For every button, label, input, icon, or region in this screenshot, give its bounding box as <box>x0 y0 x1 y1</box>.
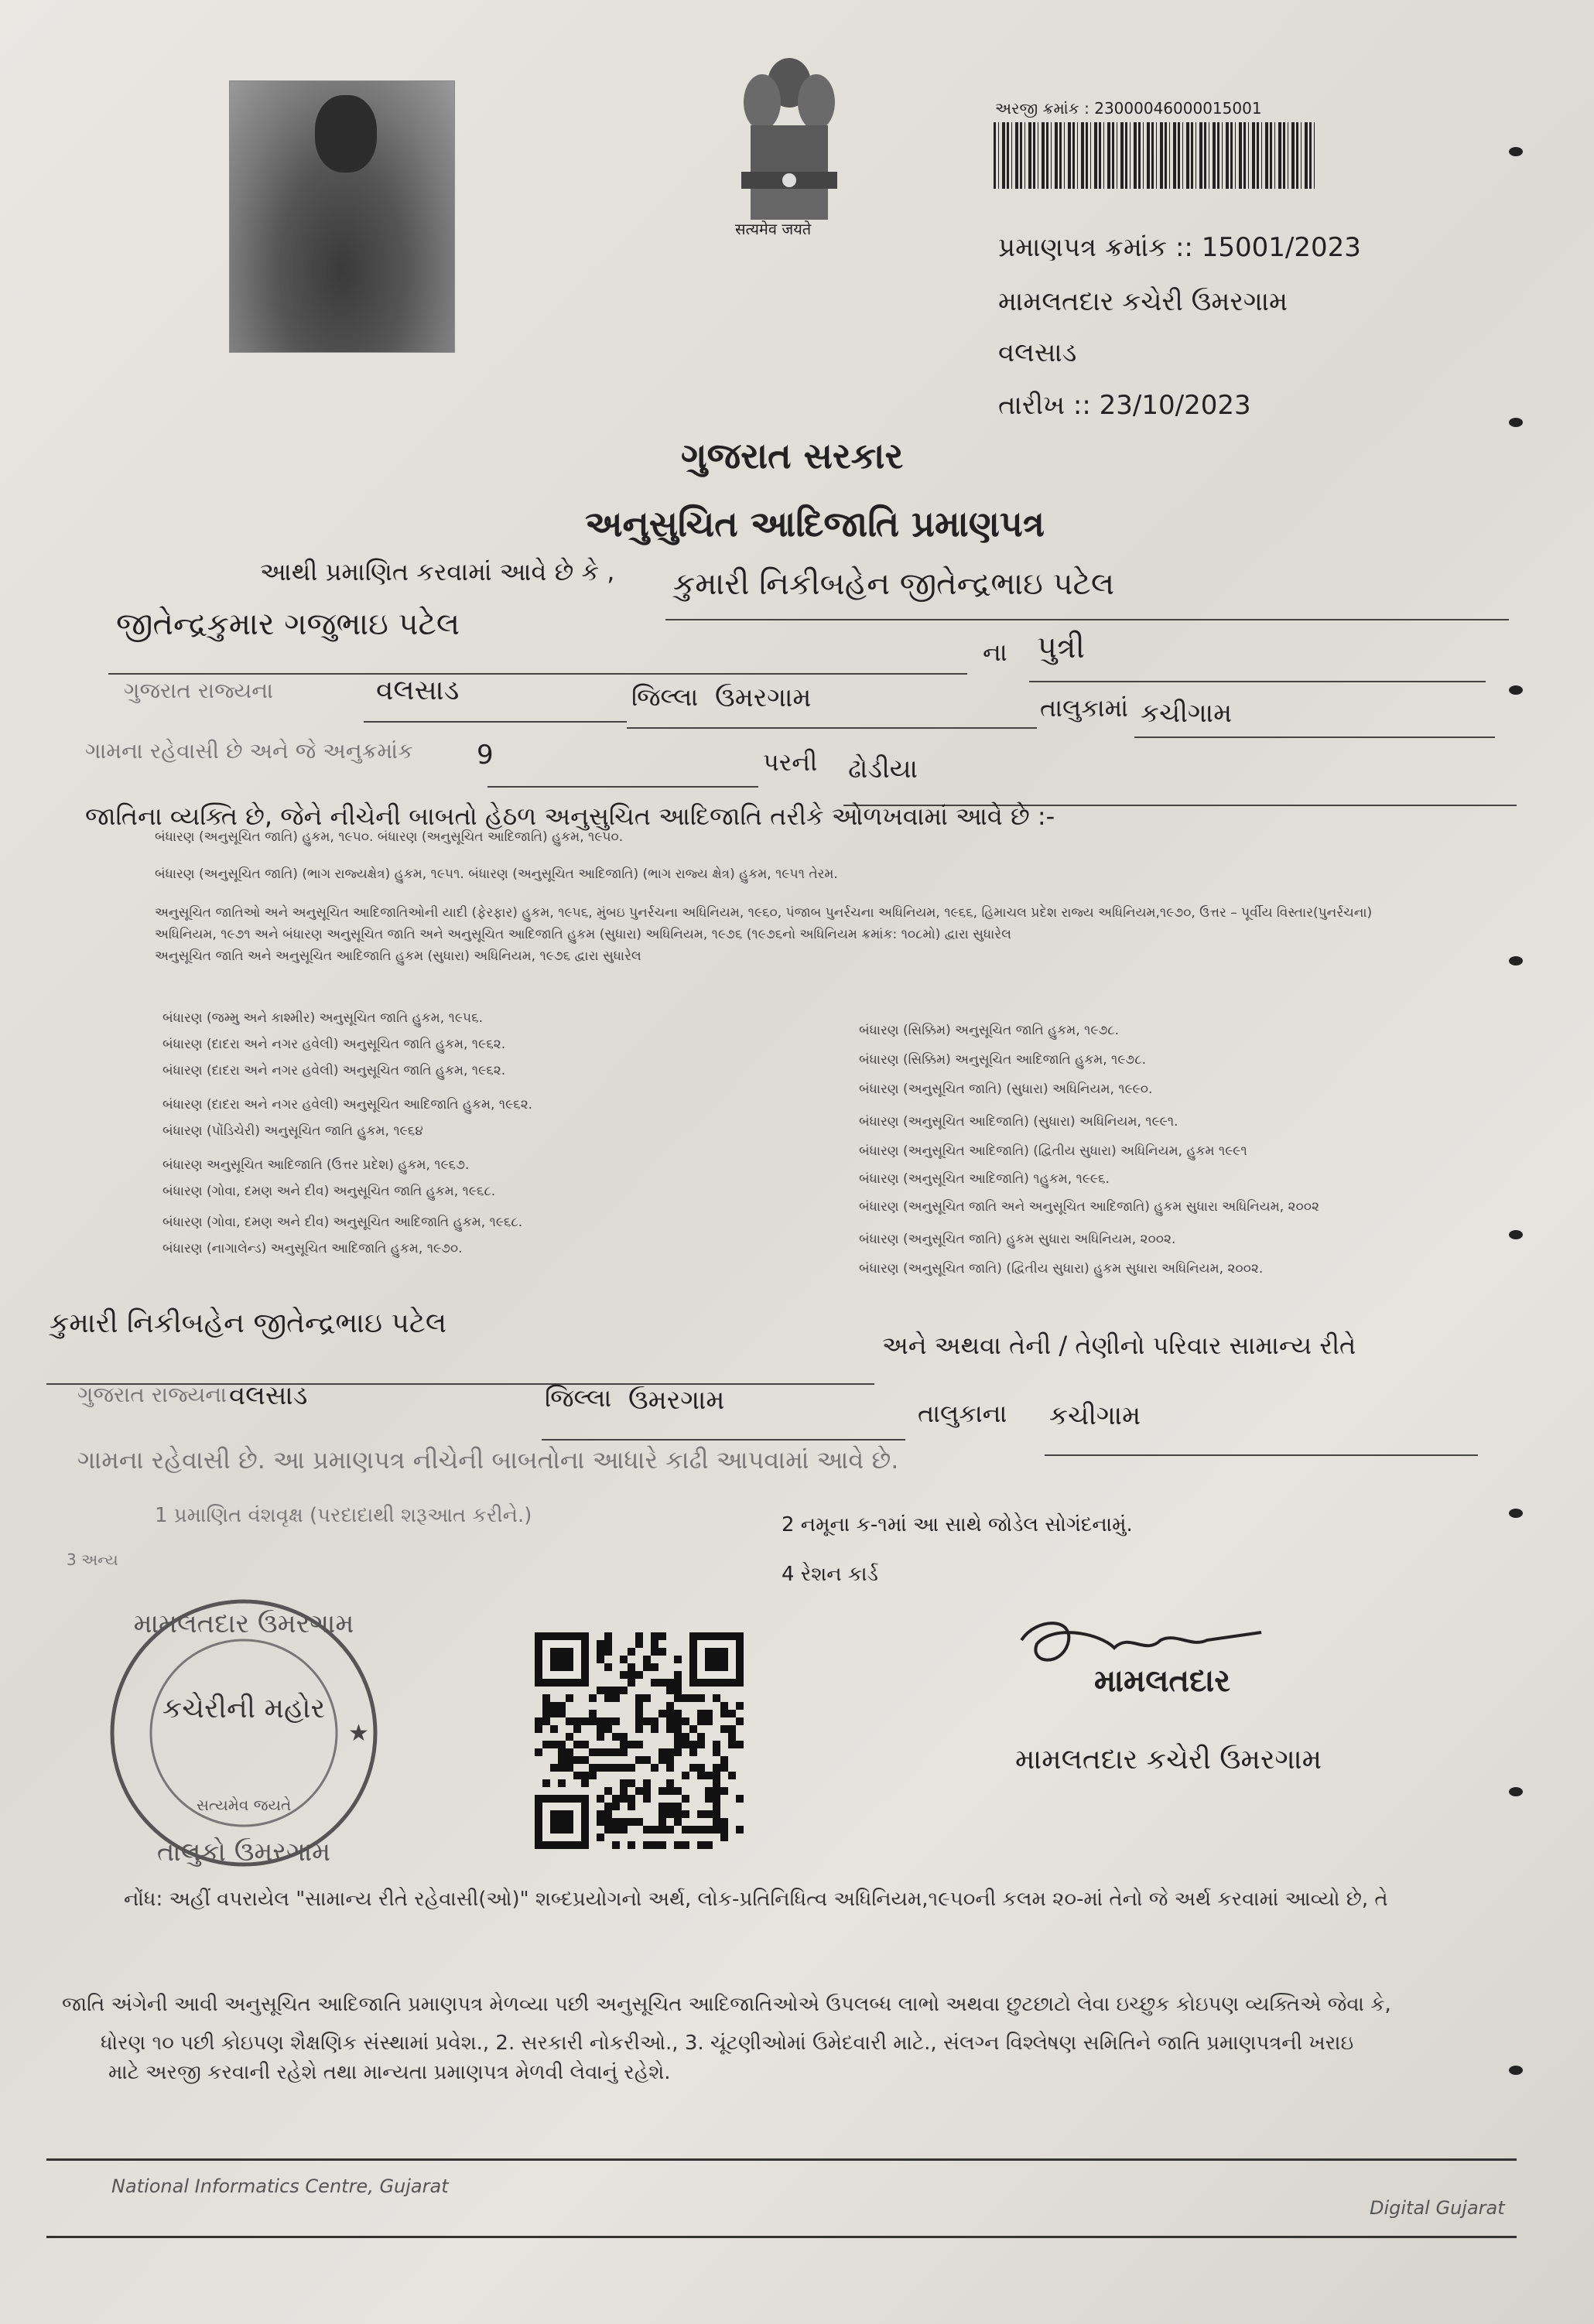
note-1: નોંધ: અહીં વપરાયેલ "સામાન્ય રીતે રહેવાસી(ઓ)" શબ્દપ્રયોગનો અર્થ, લોક-પ્રતિનિધિત્વ અધિનિયમ,૧૯૫૦ની કલમ ૨૦-માં તેનો જે અર્થ કરવામાં આવ્યો છે, તે <box>124 1888 1388 1911</box>
certificate-title: અનુસુચિત આદિજાતિ પ્રમાણપત્ર <box>585 503 1045 545</box>
par-ni-text: પરની <box>763 747 818 777</box>
binder-hole <box>1509 685 1523 695</box>
binder-hole <box>1509 147 1523 156</box>
residence-taluka-label: તાલુકાના <box>918 1399 1007 1428</box>
order-left-7: બંધારણ (ગોવા, દમણ અને દીવ) અનુસૂચિત જાતિ હુકમ, ૧૯૬૮. <box>162 1184 496 1199</box>
order-right-3: બંધારણ (અનુસૂચિત જાતિ) (સુધારા) અધિનિયમ, ૧૯૯૦. <box>859 1082 1153 1097</box>
village-line <box>1134 737 1495 738</box>
order-right-8: બંધારણ (અનુસૂચિત જાતિ) હુકમ સુધારા અધિનિયમ, ૨૦૦૨. <box>859 1232 1176 1247</box>
binder-hole <box>1509 1787 1523 1796</box>
emblem-motto: सत्यमेव जयते <box>735 220 812 238</box>
order-right-4: બંધારણ (અનુસૂચિત આદિજાતિ) (સુધારા) અધિનિયમ, ૧૯૯૧. <box>859 1114 1178 1130</box>
order-top-3: અનુસૂચિત જાતિઓ અને અનુસૂચિત આદિજાતિઓની યાદી (ફેરફાર) હુકમ, ૧૯૫૬, મુંબઇ પુનર્રચના અધિનિયમ, ૧૯૬૦, પંજાબ પુનર્રચના અધિનિયમ, ૧૯૬૬, હિમાચલ પ્રદેશ રાજ્ય અધિનિયમ,૧૯૭૦, ઉત્તર – પૂર્વીય વિસ્તાર(પુનર્રચના) <box>155 905 1373 921</box>
binder-hole <box>1509 1509 1523 1518</box>
note-2b: ધોરણ ૧૦ પછી કોઇપણ શૈક્ષણિક સંસ્થામાં પ્રવેશ., 2. સરકારી નોકરીઓ., 3. ચૂંટણીઓમાં ઉમેદવારી માટે., સંલગ્ન વિશ્લેષણ સમિતિને જાતિ પ્રમાણપત્રની ખરાઇ <box>101 2032 1354 2055</box>
residence-taluka-line <box>542 1439 905 1441</box>
order-right-2: બંધારણ (સિક્કિમ) અનુસૂચિત આદિજાતિ હુકમ, ૧૯૭૮. <box>859 1052 1146 1068</box>
father-name-line <box>108 673 967 675</box>
body-village: કચીગામ <box>1141 698 1233 729</box>
intro-text: આથી પ્રમાણિત કરવામાં આવે છે કે , <box>260 557 615 586</box>
order-right-5: બંધારણ (અનુસૂચિત આદિજાતિ) (દ્વિતીય સુધારા) અધિનિયમ, હુકમ ૧૯૯૧ <box>859 1143 1247 1159</box>
note-2c: માટે અરજી કરવાની રહેશે તથા માન્યતા પ્રમાણપત્ર મેળવી લેવાનું રહેશે. <box>108 2061 671 2084</box>
document-3: 3 અન્ય <box>67 1550 118 1569</box>
order-left-9: બંધારણ (નાગાલેન્ડ) અનુસૂચિત આદિજાતિ હુકમ, ૧૯૭૦. <box>162 1241 463 1256</box>
stamp-top-text: મામલતદાર ઉમરગામ <box>133 1608 354 1639</box>
body-taluka: ઉમરગામ <box>715 682 812 713</box>
residence-village-line <box>1045 1454 1478 1456</box>
order-left-6: બંધારણ અનુસૂચિત આદિજાતિ (ઉત્તર પ્રદેશ) હુકમ, ૧૯૬૭. <box>162 1157 470 1173</box>
signatory-designation: મામલતદાર <box>1094 1663 1230 1699</box>
header-district: વલસાડ <box>998 337 1077 368</box>
note-2a: જાતિ અંગેની આવી અનુસૂચિત આદિજાતિ પ્રમાણપત્ર મેળવ્યા પછી અનુસૂચિત આદિજાતિઓએ ઉપલબ્ધ લાભો અથવા છુટછાટો લેવા ઇચ્છુક કોઇપણ વ્યક્તિએ જેવા કે, <box>62 1993 1391 2016</box>
certificate-number: પ્રમાણપત્ર ક્રમાંક :: 15001/2023 <box>998 232 1361 263</box>
order-top-5: અનુસૂચિત જાતિ અને અનુસૂચિત આદિજાતિ હુકમ (સુધારા) અધિનિયમ, ૧૯૭૬ દ્વારા સુધારેલ <box>155 948 641 964</box>
residence-village: કચીગામ <box>1049 1400 1141 1431</box>
applicant-photo <box>229 80 455 353</box>
barcode <box>994 122 1317 189</box>
serial-line <box>487 786 758 788</box>
order-left-2: બંધારણ (દાદરા અને નગર હવેલી) અનુસૂચિત જાતિ હુકમ, ૧૯૬૨. <box>162 1037 506 1052</box>
document-1: 1 પ્રમાણિત વંશવૃક્ષ (પરદાદાથી શરૂઆત કરીને.) <box>155 1504 532 1527</box>
office-seal-stamp <box>101 1586 387 1880</box>
footer-rule-bottom <box>46 2236 1517 2238</box>
order-left-1: બંધારણ (જમ્મુ અને કાશ્મીર) અનુસૂચિત જાતિ હુકમ, ૧૯૫૬. <box>162 1010 484 1026</box>
order-right-7: બંધારણ (અનુસૂચિત જાતિ અને અનુસૂચિત આદિજાતિ) હુકમ સુધારા અધિનિયમ, ૨૦૦૨ <box>859 1199 1319 1215</box>
residence-district-label: જિલ્લા <box>545 1383 612 1413</box>
stamp-bottom-text: તાલુકો ઉમરગામ <box>156 1837 331 1868</box>
na-text: ના <box>983 637 1007 667</box>
certificate-date: તારીખ :: 23/10/2023 <box>998 390 1251 421</box>
binder-hole <box>1509 418 1523 427</box>
qr-code <box>534 1632 744 1849</box>
father-name: જીતેન્દ્રકુમાર ગજુભાઇ પટેલ <box>116 607 460 642</box>
district-label: જિલ્લા <box>631 682 699 712</box>
order-top-2: બંધારણ (અનુસૂચિત જાતિ) (ભાગ રાજ્યક્ષેત્ર) હુકમ, ૧૯૫૧. બંધારણ (અનુસૂચિત આદિજાતિ) (ભાગ રાજ્ય ક્ષેત્ર) હુકમ, ૧૯૫૧ તેરમ. <box>155 866 838 882</box>
tribe-name: ઢોડીયા <box>848 754 918 784</box>
taluka-line <box>627 727 1037 729</box>
family-text: અને અથવા તેની / તેણીનો પરિવાર સામાન્ય રીતે <box>882 1331 1356 1360</box>
national-emblem-icon <box>720 48 859 241</box>
order-right-1: બંધારણ (સિક્કિમ) અનુસૂચિત જાતિ હુકમ, ૧૯૭૮. <box>859 1023 1120 1038</box>
signatory-office: મામલતદાર કચેરી ઉમરગામ <box>1015 1744 1322 1775</box>
footer-rule <box>46 2158 1517 2161</box>
binder-hole <box>1509 2066 1523 2075</box>
document-2: 2 નમૂના ક-૧માં આ સાથે જોડેલ સોગંદનામું. <box>782 1513 1133 1536</box>
residence-name: કુમારી નિકીબહેન જીતેન્દ્રભાઇ પટેલ <box>50 1307 447 1339</box>
govt-title: ગુજરાત સરકાર <box>681 435 904 477</box>
svg-text:★: ★ <box>348 1720 369 1747</box>
district-line <box>364 721 627 723</box>
order-left-4: બંધારણ (દાદરા અને નગર હવેલી) અનુસૂચિત આદિજાતિ હુકમ, ૧૯૬૨. <box>162 1097 533 1112</box>
declaration-text: જાતિના વ્યક્તિ છે, જેને નીચેની બાબતો હેઠળ અનુસુચિત આદિજાતિ તરીકે ઓળખવામાં આવે છે :- <box>85 801 1055 831</box>
stamp-middle-text: કચેરીની મહોર <box>162 1693 326 1724</box>
serial-number: 9 <box>477 740 494 771</box>
order-top-4: અધિનિયમ, ૧૯૭૧ અને બંધારણ અનુસૂચિત જાતિ અને અનુસૂચિત આદિજાતિ હુકમ (સુધારા) અધિનિયમ, ૧૯૭૬ (૧૯૭૬નો અધિનિયમ ક્રમાંક: ૧૦૮મો) દ્વારા સુધારેલ <box>155 927 1011 942</box>
candidate-name-line <box>665 619 1509 620</box>
issuing-office: મામલતદાર કચેરી ઉમરગામ <box>998 286 1288 317</box>
document-4: 4 રેશન કાર્ડ <box>782 1563 878 1586</box>
state-prefix: ગુજરાત રાજ્યના <box>124 678 274 703</box>
order-top-1: બંધારણ (અનુસૂચિત જાતિ) હુકમ, ૧૯૫૦. બંધારણ (અનુસૂચિત આદિજાતિ) હુકમ, ૧૯૫૦. <box>155 829 624 845</box>
order-left-8: બંધારણ (ગોવા, દમણ અને દીવ) અનુસૂચિત આદિજાતિ હુકમ, ૧૯૬૮. <box>162 1215 523 1230</box>
taluka-label: તાલુકામાં <box>1040 693 1129 723</box>
candidate-name: કુમારી નિકીબહેન જીતેન્દ્રભાઇ પટેલ <box>673 566 1115 602</box>
relation-line <box>1029 681 1486 682</box>
residence-district: વલસાડ <box>229 1380 308 1411</box>
order-left-5: બંધારણ (પોંડિચેરી) અનુસૂચિત જાતિ હુકમ, ૧૯૬૪ <box>162 1123 423 1139</box>
order-left-3: બંધારણ (દાદરા અને નગર હવેલી) અનુસૂચિત જાતિ હુકમ, ૧૯૬૨. <box>162 1063 506 1078</box>
footer-nic: National Informatics Centre, Gujarat <box>111 2175 449 2197</box>
relation: પુત્રી <box>1037 630 1085 665</box>
binder-hole <box>1509 1230 1523 1239</box>
order-right-6: બંધારણ (અનુસૂચિત આદિજાતિ) ૧હુકમ, ૧૯૯૬. <box>859 1171 1110 1187</box>
order-right-9: બંધારણ (અનુસૂચિત જાતિ) (દ્વિતીય સુધારા) હુકમ સુધારા અધિનિયમ, ૨૦૦૨. <box>859 1261 1264 1276</box>
application-number: અરજી ક્રમાંક : 23000046000015001 <box>995 99 1262 118</box>
resident-text: ગામના રહેવાસી છે અને જે અનુક્રમાંક <box>85 738 413 764</box>
basis-text: ગામના રહેવાસી છે. આ પ્રમાણપત્ર નીચેની બાબતોના આધારે કાઢી આપવામાં આવે છે. <box>77 1445 899 1475</box>
binder-hole <box>1509 956 1523 965</box>
footer-digital-gujarat: Digital Gujarat <box>1370 2197 1505 2219</box>
residence-state-prefix: ગુજરાત રાજ્યના <box>77 1382 227 1407</box>
body-district: વલસાડ <box>376 675 460 706</box>
stamp-motto: સત્યમેવ જયતે <box>196 1796 292 1814</box>
residence-taluka: ઉમરગામ <box>628 1385 725 1416</box>
photo-head-silhouette <box>315 95 377 173</box>
